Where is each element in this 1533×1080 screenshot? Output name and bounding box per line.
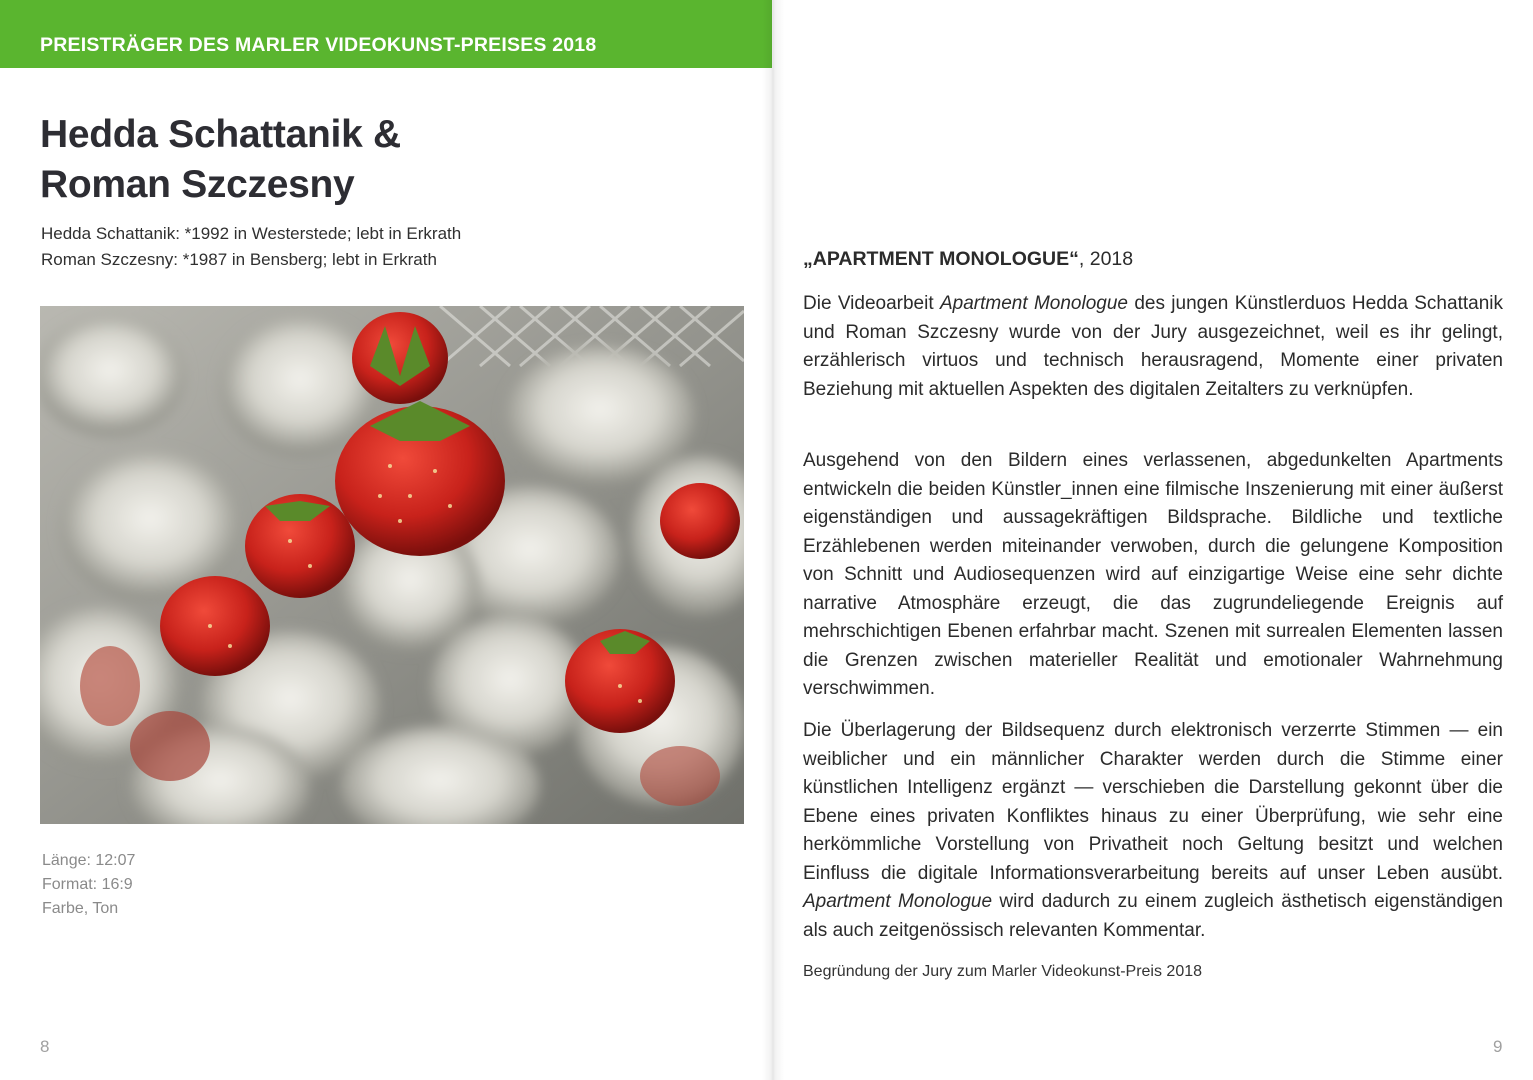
artist-name-line1: Hedda Schattanik & [40,113,401,156]
spec-format: Format: 16:9 [42,876,133,893]
spec-length: Länge: 12:07 [42,852,136,869]
p3-text-start: Die Überlagerung der Bildsequenz durch elektronisch verzerrte Stimmen — ein weiblicher und ein männlicher Charakter werden durch die Stimme einer künstlichen Intelligenz ergänzt — verschieben die Darstellung gekonnt über die Ebene eines privaten Konfliktes hinaus zu einer Überprüfung, wie sehr eine herkömmliche Vorstellung von Privatheit noch Geltung besitzt und welchen Einfluss die digitale Informationsverarbeitung bereits auf unser Leben ausübt. [803,720,1503,884]
work-title [803,248,1133,271]
artist-name [40,110,401,210]
work-title-name: „APARTMENT MONOLOGUE“ [803,248,1079,270]
video-still-photo [40,306,744,824]
spec-color-sound: Farbe, Ton [42,900,119,917]
p1-text-start: Die Videoarbeit [803,293,940,314]
video-specs [42,849,135,921]
star-icon [1454,17,1502,63]
paragraph-2: Ausgehend von den Bildern eines verlassenen, abgedunkelten Apartments entwickeln die beiden Künstler_innen eine filmische Inszenierung mit einer äußerst eigenständigen und aussagekräftigen Bildsprache. Bildliche und textliche Erzählebenen werden miteinander verwoben, durch die gelungene Komposition von Schnitt und Audiosequenzen wird auf einzigartige Weise eine sehr dichte narrative Atmosphäre erzeugt, die das zugrundeliegende Ereignis auf mehrschichtigen Ebenen erfahrbar macht. Szenen mit surrealen Elementen lassen die Grenzen zwischen materieller Realität und emotionaler Wahrnehmung verschwimmen. [803,450,1503,699]
p3-text-end: wird dadurch zu einem zugleich ästhetisch eigenständigen als auch zeitgenössisch relevanten Kommentar. [803,891,1503,941]
paragraph-3 [803,717,1503,945]
bio-line-1: Hedda Schattanik: *1992 in Westerstede; lebt in Erkrath [41,224,462,243]
artist-name-line2: Roman Szczesny [40,163,355,206]
work-title-year: , 2018 [1078,248,1134,270]
moldy-strawberries-image [40,306,744,824]
p3-work-title: Apartment Monologue [803,891,993,912]
page-number-right: 9 [1493,1037,1503,1056]
header-title: PREISTRÄGER DES MARLER VIDEOKUNST-PREISES 2018 [40,34,597,56]
artist-bio [41,221,461,273]
p1-work-title: Apartment Monologue [939,293,1128,314]
paragraph-1 [803,290,1503,404]
bio-line-2: Roman Szczesny: *1987 in Bensberg; lebt in Erkrath [41,250,437,269]
page-number-left: 8 [40,1037,50,1056]
book-gutter [762,0,784,1080]
p1-text-end: des jungen Künstlerduos Hedda Schattanik und Roman Szczesny wurde von der Jury ausgezeichnet, weil es ihr gelingt, erzählerisch virtuos und technisch herausragend, Momente einer privaten Beziehung mit aktuellen Aspekten des digitalen Zeitalters zu verknüpfen. [803,293,1503,400]
jury-credit: Begründung der Jury zum Marler Videokunst-Preis 2018 [803,963,1203,980]
